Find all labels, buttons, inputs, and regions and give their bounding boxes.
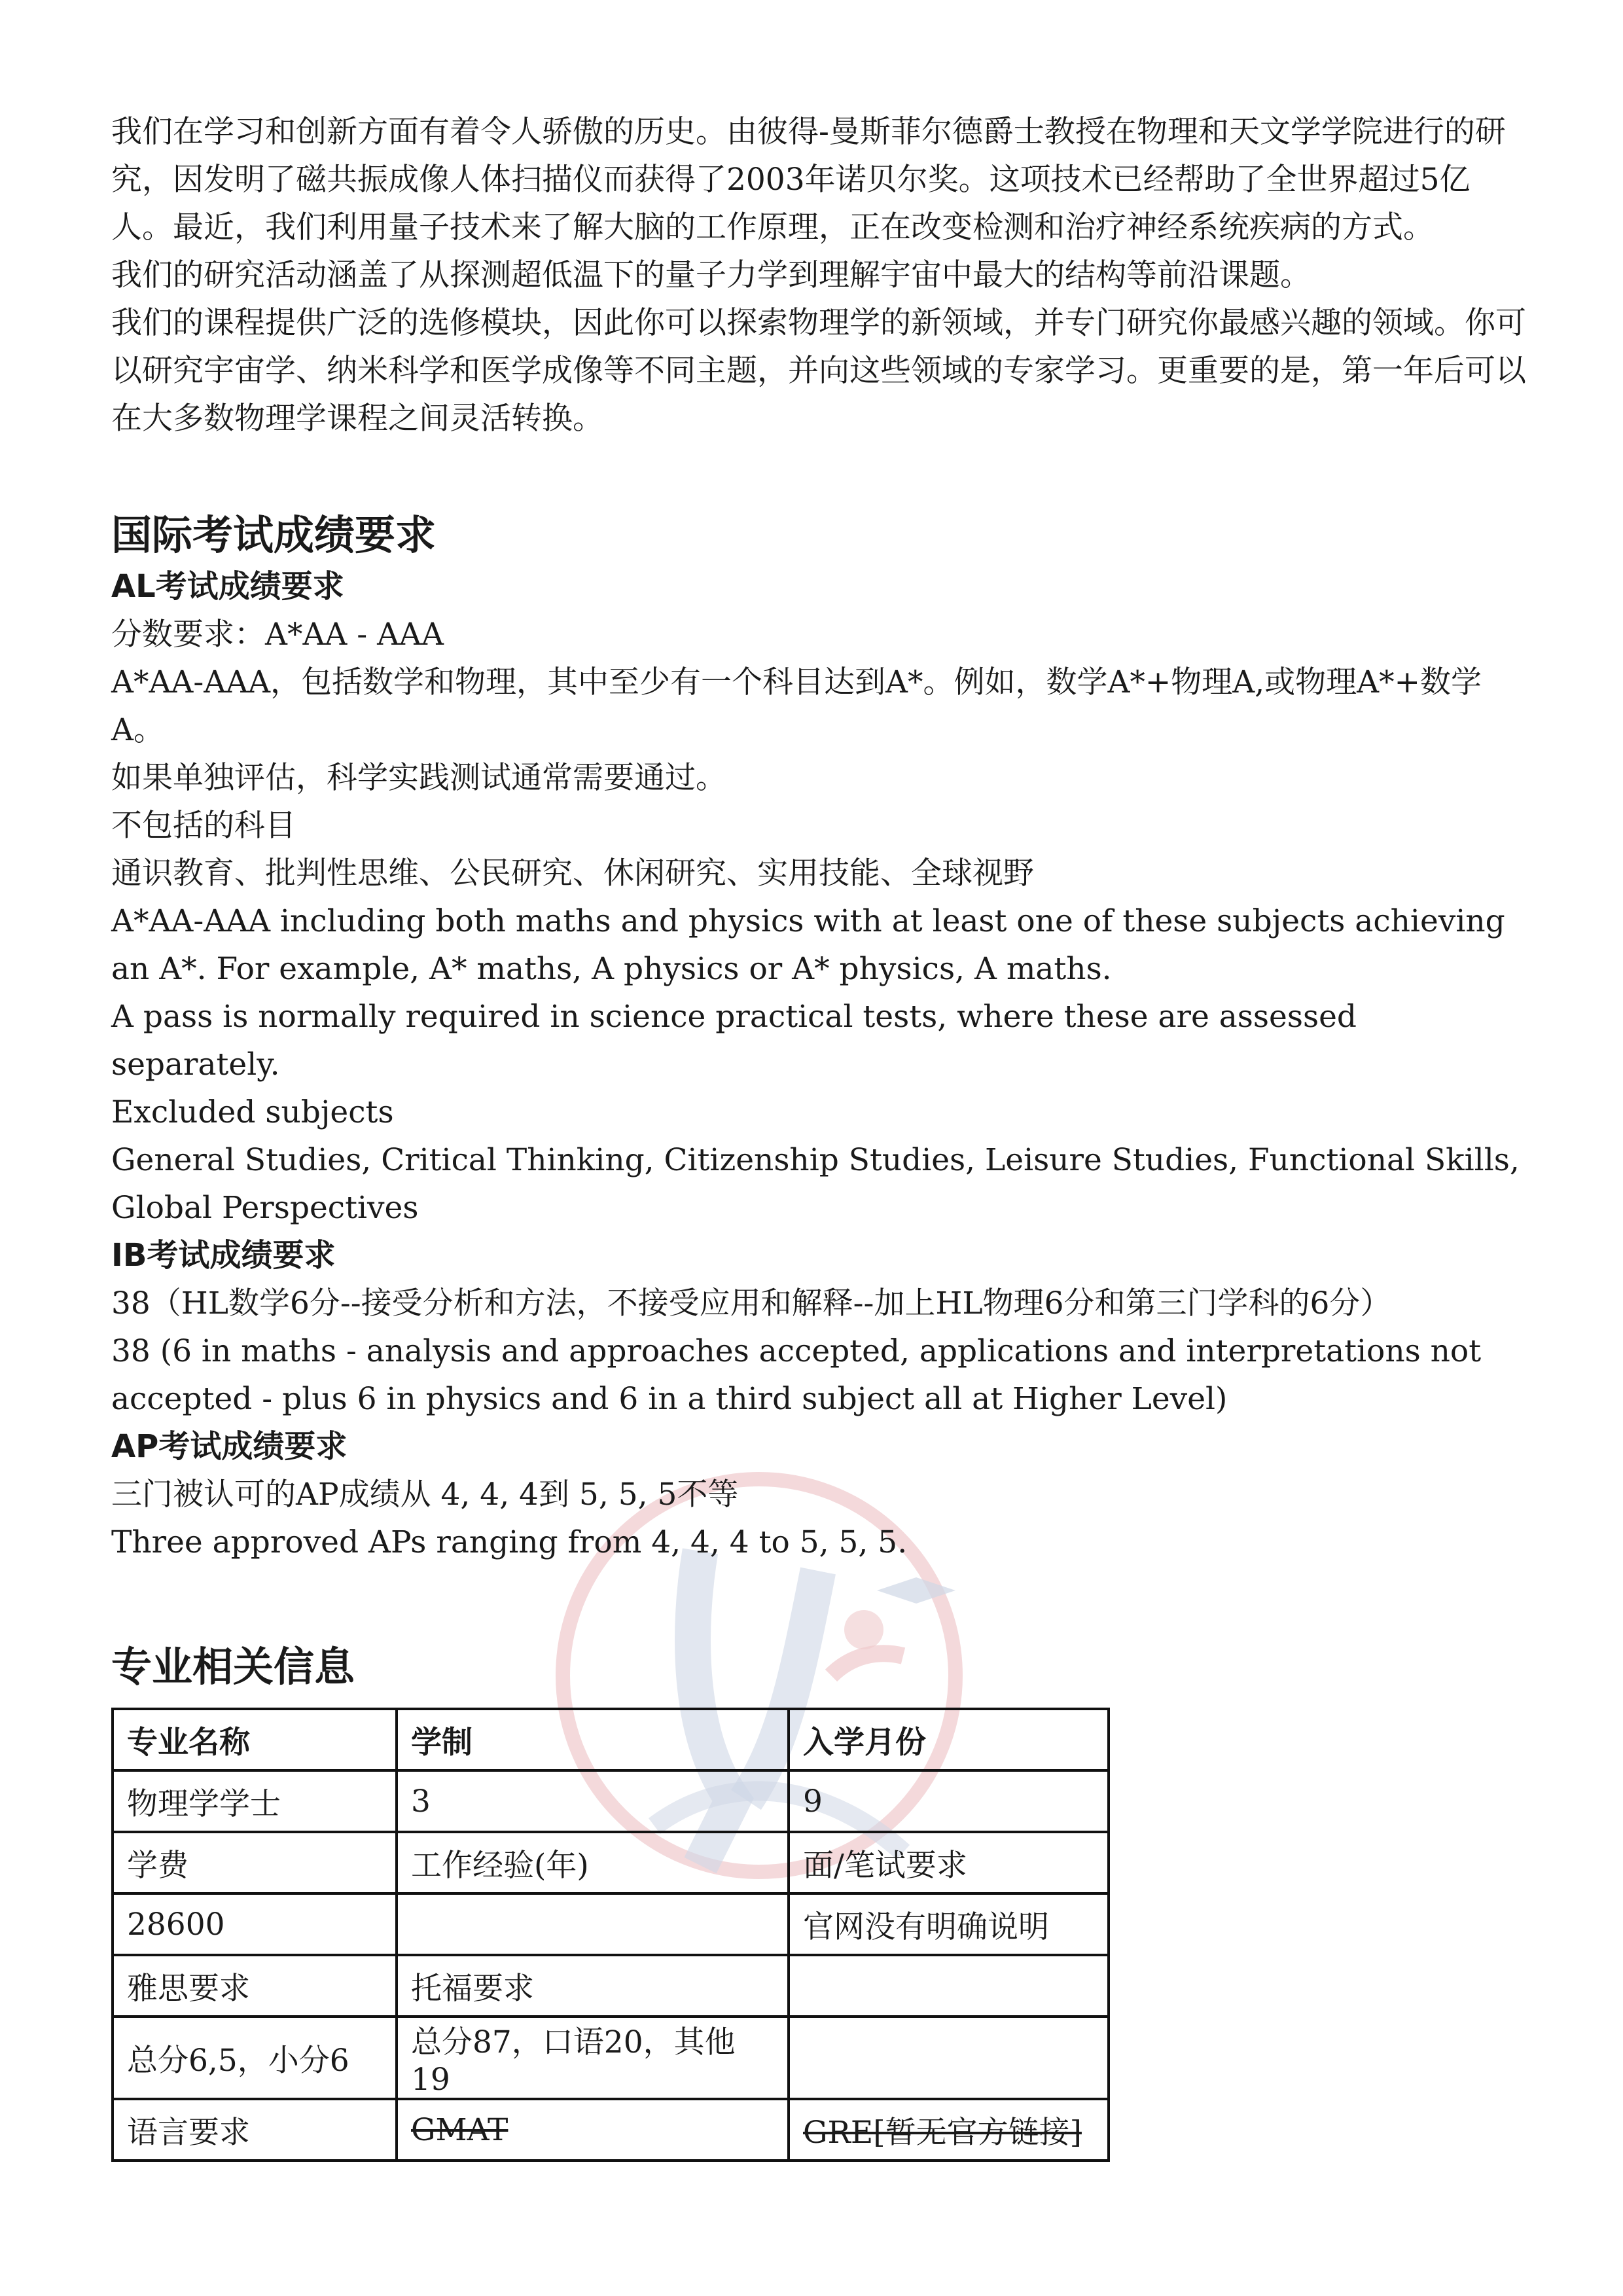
- table-cell: [789, 1955, 1109, 2017]
- gre-link[interactable]: GRE[暂无官方链接]: [789, 2099, 1109, 2161]
- table-header-cell: 学制: [397, 1709, 789, 1770]
- al-line: Excluded subjects: [111, 1094, 394, 1130]
- major-info-table: [111, 1708, 1110, 2162]
- table-row: [113, 1893, 1109, 1955]
- al-line: General Studies, Critical Thinking, Citizenship Studies, Leisure Studies, Functional Skills, Global Perspectives: [111, 1142, 1520, 1226]
- table-cell: 总分6,5，小分6: [113, 2017, 397, 2099]
- intro-paragraph-2: 我们的研究活动涵盖了从探测超低温下的量子力学到理解宇宙中最大的结构等前沿课题。: [111, 257, 1311, 293]
- table-row: [113, 1770, 1109, 1832]
- ap-line: 三门被认可的AP成绩从 4, 4, 4到 5, 5, 5不等: [111, 1477, 739, 1513]
- al-line: 如果单独评估，科学实践测试通常需要通过。: [111, 760, 726, 796]
- table-header-row: [113, 1709, 1109, 1770]
- table-cell: 工作经验(年): [397, 1832, 789, 1893]
- intro-paragraph-3: 我们的课程提供广泛的选修模块，因此你可以探索物理学的新领域，并专门研究你最感兴趣的领域。你可以研究宇宙学、纳米科学和医学成像等不同主题，并向这些领域的专家学习。更重要的是，第一年后可以在大多数物理学课程之间灵活转换。: [111, 305, 1526, 437]
- ib-heading: IB考试成绩要求: [111, 1237, 336, 1274]
- ap-line: Three approved APs ranging from 4, 4, 4 to 5, 5, 5.: [111, 1524, 908, 1560]
- al-line: 分数要求：A*AA - AAA: [111, 617, 444, 653]
- ib-line: 38 (6 in maths - analysis and approaches accepted, applications and interpretations not accepted - plus 6 in physics and 6 in a third subject all at Higher Level): [111, 1333, 1482, 1417]
- major-info-heading: 专业相关信息: [111, 1643, 355, 1691]
- table-cell: 总分87，口语20，其他19: [397, 2017, 789, 2099]
- table-cell: [789, 2017, 1109, 2099]
- intl-requirements-heading: 国际考试成绩要求: [111, 511, 437, 559]
- table-cell: 物理学学士: [113, 1770, 397, 1832]
- ap-heading: AP考试成绩要求: [111, 1428, 348, 1465]
- intro-paragraph-1: 我们在学习和创新方面有着令人骄傲的历史。由彼得-曼斯菲尔德爵士教授在物理和天文学学院进行的研究，因发明了磁共振成像人体扫描仪而获得了2003年诺贝尔奖。这项技术已经帮助了全世界超过5亿人。最近，我们利用量子技术来了解大脑的工作原理，正在改变检测和治疗神经系统疾病的方式。: [111, 114, 1506, 245]
- table-row: [113, 1955, 1109, 2017]
- table-row: [113, 1832, 1109, 1893]
- table-cell: 语言要求: [113, 2099, 397, 2161]
- al-heading: AL考试成绩要求: [111, 568, 344, 605]
- table-cell: [397, 1893, 789, 1955]
- ib-line: 38（HL数学6分--接受分析和方法，不接受应用和解释--加上HL物理6分和第三门学科的6分）: [111, 1285, 1391, 1321]
- table-row: [113, 2017, 1109, 2099]
- table-cell: 官网没有明确说明: [789, 1893, 1109, 1955]
- al-line: 通识教育、批判性思维、公民研究、休闲研究、实用技能、全球视野: [111, 855, 1034, 891]
- al-line: A*AA-AAA including both maths and physics with at least one of these subjects achieving an A*. For example, A* maths, A physics or A* physics, A maths.: [111, 903, 1505, 987]
- table-cell: 雅思要求: [113, 1955, 397, 2017]
- table-row: [113, 2099, 1109, 2161]
- table-cell: 3: [397, 1770, 789, 1832]
- gmat-link[interactable]: GMAT: [397, 2099, 789, 2161]
- table-cell: 面/笔试要求: [789, 1832, 1109, 1893]
- table-cell: 9: [789, 1770, 1109, 1832]
- table-cell: 28600: [113, 1893, 397, 1955]
- table-cell: 学费: [113, 1832, 397, 1893]
- al-line: A pass is normally required in science practical tests, where these are assessed separately.: [111, 999, 1357, 1083]
- table-header-cell: 专业名称: [113, 1709, 397, 1770]
- table-cell: 托福要求: [397, 1955, 789, 2017]
- al-line: 不包括的科目: [111, 808, 296, 844]
- table-header-cell: 入学月份: [789, 1709, 1109, 1770]
- document-page: [111, 108, 1531, 2162]
- al-line: A*AA-AAA，包括数学和物理，其中至少有一个科目达到A*。例如，数学A*+物理A,或物理A*+数学A。: [111, 664, 1482, 748]
